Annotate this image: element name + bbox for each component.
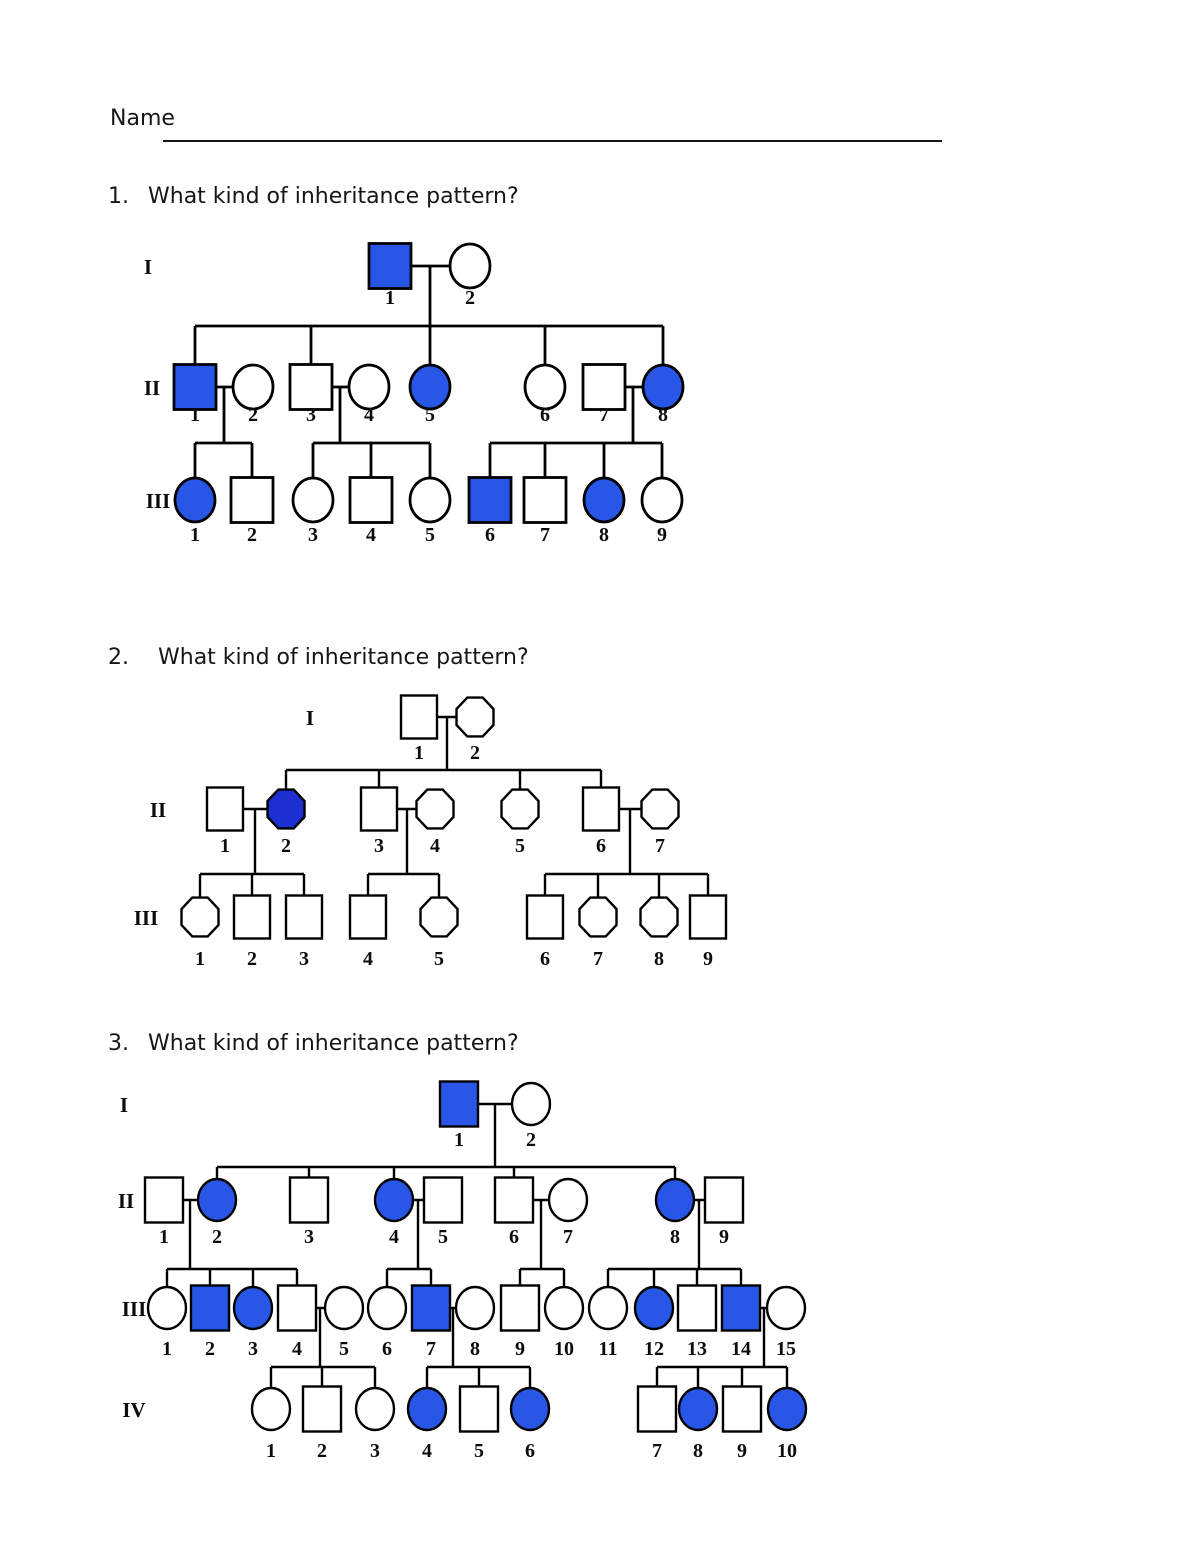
pedigree-3-I-2-number: 2 — [526, 1129, 536, 1151]
pedigree-2-II-3-number: 3 — [374, 835, 384, 857]
pedigree-2-III-2-number: 2 — [247, 948, 257, 970]
pedigree-1-generation-I-label: I — [143, 255, 153, 279]
pedigree-3-II-1-symbol — [145, 1178, 183, 1223]
pedigree-2-III-7-symbol — [580, 898, 617, 937]
pedigree-3-III-15-number: 15 — [776, 1338, 796, 1360]
pedigree-3-IV-8-symbol — [679, 1388, 717, 1430]
pedigree-3-III-13-symbol — [678, 1286, 716, 1331]
pedigree-3-generation-IV-label: IV — [122, 1398, 146, 1422]
pedigree-2-II-5-symbol — [502, 790, 539, 829]
pedigree-1-III-9-number: 9 — [657, 524, 667, 546]
pedigree-3-IV-2-number: 2 — [317, 1440, 327, 1462]
pedigree-1-III-5-symbol — [410, 478, 450, 522]
pedigree-1-III-7-symbol — [524, 478, 566, 523]
pedigree-1-III-6-symbol — [469, 478, 511, 523]
pedigree-2-II-3-symbol — [361, 788, 397, 831]
pedigree-3-II-8-number: 8 — [670, 1226, 680, 1248]
pedigree-3-IV-10-number: 10 — [777, 1440, 797, 1462]
pedigree-2-II-6-symbol — [583, 788, 619, 831]
pedigree-1-III-4-symbol — [350, 478, 392, 523]
pedigree-1-II-4-number: 4 — [364, 404, 374, 426]
pedigree-3-IV-5-number: 5 — [474, 1440, 484, 1462]
pedigree-2 — [134, 696, 726, 971]
pedigree-1-II-6-symbol — [525, 365, 565, 409]
pedigree-1-III-3-symbol — [293, 478, 333, 522]
pedigree-3-IV-5-symbol — [460, 1387, 498, 1432]
pedigree-2-III-8-number: 8 — [654, 948, 664, 970]
pedigree-3-III-10-symbol — [545, 1287, 583, 1329]
pedigree-1-III-3-number: 3 — [308, 524, 318, 546]
pedigree-1-III-2-number: 2 — [247, 524, 257, 546]
pedigree-3-II-4-symbol — [375, 1179, 413, 1221]
pedigree-3-II-6-symbol — [495, 1178, 533, 1223]
pedigree-2-III-8-symbol — [641, 898, 678, 937]
pedigree-3-II-9-symbol — [705, 1178, 743, 1223]
pedigree-2-II-5-number: 5 — [515, 835, 525, 857]
pedigree-1-II-7-symbol — [583, 365, 625, 410]
pedigree-3-III-6-number: 6 — [382, 1338, 392, 1360]
pedigree-2-III-3-symbol — [286, 896, 322, 939]
pedigree-1-III-9-symbol — [642, 478, 682, 522]
pedigree-2-II-6-number: 6 — [596, 835, 606, 857]
pedigree-1-II-2-symbol — [233, 365, 273, 409]
pedigree-1 — [144, 244, 683, 547]
pedigree-3-generation-III-label: III — [121, 1297, 147, 1321]
pedigree-1-II-3-number: 3 — [306, 404, 316, 426]
pedigree-3-III-5-number: 5 — [339, 1338, 349, 1360]
pedigree-1-III-8-number: 8 — [599, 524, 609, 546]
pedigree-1-II-6-number: 6 — [540, 404, 550, 426]
pedigree-3-III-11-symbol — [589, 1287, 627, 1329]
pedigree-3-III-6-symbol — [368, 1287, 406, 1329]
pedigree-3-IV-7-number: 7 — [652, 1440, 662, 1462]
question-1-text: What kind of inheritance pattern? — [148, 184, 519, 209]
pedigree-3-III-12-number: 12 — [644, 1338, 664, 1360]
pedigree-1-III-8-symbol — [584, 478, 624, 522]
pedigree-3-III-8-number: 8 — [470, 1338, 480, 1360]
pedigree-3-IV-10-symbol — [768, 1388, 806, 1430]
pedigree-3-III-15-symbol — [767, 1287, 805, 1329]
pedigree-3-generation-I-label: I — [119, 1093, 129, 1117]
pedigree-3-III-5-symbol — [325, 1287, 363, 1329]
pedigree-3-III-3-symbol — [234, 1287, 272, 1329]
pedigree-3-II-7-symbol — [549, 1179, 587, 1221]
pedigree-1-III-7-number: 7 — [540, 524, 550, 546]
pedigree-2-II-7-symbol — [642, 790, 679, 829]
pedigree-3-I-1-symbol — [440, 1082, 478, 1127]
pedigree-3-III-1-symbol — [148, 1287, 186, 1329]
pedigree-1-I-2-symbol — [450, 244, 490, 288]
pedigree-3-I-1-number: 1 — [454, 1129, 464, 1151]
pedigree-1-II-8-number: 8 — [658, 404, 668, 426]
pedigree-1-generation-II-label: II — [143, 376, 161, 400]
pedigree-3-II-2-number: 2 — [212, 1226, 222, 1248]
pedigree-1-II-1-number: 1 — [190, 404, 200, 426]
pedigree-2-III-1-number: 1 — [195, 948, 205, 970]
pedigree-1-III-5-number: 5 — [425, 524, 435, 546]
pedigree-1-II-5-symbol — [410, 365, 450, 409]
pedigree-2-III-5-symbol — [421, 898, 458, 937]
pedigree-2-II-1-number: 1 — [220, 835, 230, 857]
pedigree-1-III-1-symbol — [175, 478, 215, 522]
pedigree-3-II-5-number: 5 — [438, 1226, 448, 1248]
pedigree-3-IV-6-number: 6 — [525, 1440, 535, 1462]
pedigree-3-IV-3-number: 3 — [370, 1440, 380, 1462]
pedigree-3-II-1-number: 1 — [159, 1226, 169, 1248]
pedigree-2-III-2-symbol — [234, 896, 270, 939]
pedigree-3-II-9-number: 9 — [719, 1226, 729, 1248]
pedigree-3-IV-8-number: 8 — [693, 1440, 703, 1462]
pedigree-3-III-2-number: 2 — [205, 1338, 215, 1360]
pedigree-1-I-2-number: 2 — [465, 287, 475, 309]
pedigree-3-II-4-number: 4 — [389, 1226, 399, 1248]
pedigree-2-III-9-symbol — [690, 896, 726, 939]
pedigree-3-II-3-number: 3 — [304, 1226, 314, 1248]
pedigree-3-IV-9-number: 9 — [737, 1440, 747, 1462]
pedigree-3-III-2-symbol — [191, 1286, 229, 1331]
pedigree-3-II-8-symbol — [656, 1179, 694, 1221]
pedigree-2-III-6-number: 6 — [540, 948, 550, 970]
question-3-text: What kind of inheritance pattern? — [148, 1031, 519, 1056]
pedigree-3-III-11-number: 11 — [598, 1338, 618, 1360]
pedigree-3-IV-9-symbol — [723, 1387, 761, 1432]
pedigree-3-I-2-symbol — [512, 1083, 550, 1125]
question-2-text: What kind of inheritance pattern? — [158, 645, 529, 670]
pedigree-2-III-5-number: 5 — [434, 948, 444, 970]
pedigree-2-I-1-number: 1 — [414, 742, 424, 764]
pedigree-2-II-4-number: 4 — [430, 835, 440, 857]
question-1-number: 1. — [108, 184, 129, 209]
pedigree-3-II-6-number: 6 — [509, 1226, 519, 1248]
pedigree-2-II-1-symbol — [207, 788, 243, 831]
pedigree-2-I-2-number: 2 — [470, 742, 480, 764]
pedigree-1-I-1-number: 1 — [385, 287, 395, 309]
pedigree-2-III-3-number: 3 — [299, 948, 309, 970]
pedigree-2-III-1-symbol — [182, 898, 219, 937]
pedigree-1-II-5-number: 5 — [425, 404, 435, 426]
pedigree-3-III-9-symbol — [501, 1286, 539, 1331]
question-2-number: 2. — [108, 645, 129, 670]
pedigree-3-III-4-symbol — [278, 1286, 316, 1331]
pedigree-3-III-1-number: 1 — [162, 1338, 172, 1360]
pedigree-1-III-6-number: 6 — [485, 524, 495, 546]
pedigree-2-III-4-number: 4 — [363, 948, 373, 970]
pedigree-2-generation-III-label: III — [133, 906, 159, 930]
pedigree-1-II-2-number: 2 — [248, 404, 258, 426]
pedigree-2-III-4-symbol — [350, 896, 386, 939]
pedigree-3-IV-4-symbol — [408, 1388, 446, 1430]
pedigree-2-III-6-symbol — [527, 896, 563, 939]
pedigree-2-II-4-symbol — [417, 790, 454, 829]
pedigree-3-IV-1-number: 1 — [266, 1440, 276, 1462]
pedigree-1-II-4-symbol — [349, 365, 389, 409]
pedigree-1-III-4-number: 4 — [366, 524, 376, 546]
pedigree-3-III-9-number: 9 — [515, 1338, 525, 1360]
pedigree-3-IV-3-symbol — [356, 1388, 394, 1430]
pedigree-3-III-12-symbol — [635, 1287, 673, 1329]
pedigree-3-II-7-number: 7 — [563, 1226, 573, 1248]
pedigree-3-generation-II-label: II — [117, 1189, 135, 1213]
pedigree-3-III-7-number: 7 — [426, 1338, 436, 1360]
pedigree-2-generation-II-label: II — [149, 798, 167, 822]
pedigree-1-II-8-symbol — [643, 365, 683, 409]
pedigree-2-I-1-symbol — [401, 696, 437, 739]
pedigree-1-generation-III-label: III — [145, 489, 171, 513]
name-label: Name — [110, 106, 175, 131]
pedigree-3-III-14-symbol — [722, 1286, 760, 1331]
pedigree-3-IV-6-symbol — [511, 1388, 549, 1430]
pedigree-3-IV-4-number: 4 — [422, 1440, 432, 1462]
pedigree-3 — [118, 1082, 806, 1463]
pedigree-3-II-3-symbol — [290, 1178, 328, 1223]
pedigree-3-IV-2-symbol — [303, 1387, 341, 1432]
pedigree-3-IV-1-symbol — [252, 1388, 290, 1430]
pedigree-2-II-7-number: 7 — [655, 835, 665, 857]
pedigree-3-III-10-number: 10 — [554, 1338, 574, 1360]
pedigree-2-II-2-symbol — [268, 790, 305, 829]
pedigree-3-II-5-symbol — [424, 1178, 462, 1223]
pedigree-1-II-1-symbol — [174, 365, 216, 410]
pedigree-3-III-3-number: 3 — [248, 1338, 258, 1360]
question-3-number: 3. — [108, 1031, 129, 1056]
pedigree-1-I-1-symbol — [369, 244, 411, 289]
pedigree-3-III-14-number: 14 — [731, 1338, 751, 1360]
pedigree-1-III-1-number: 1 — [190, 524, 200, 546]
pedigree-1-II-3-symbol — [290, 365, 332, 410]
pedigree-3-connector-lines — [164, 1104, 787, 1409]
pedigree-2-I-2-symbol — [457, 698, 494, 737]
pedigree-2-III-7-number: 7 — [593, 948, 603, 970]
pedigree-1-II-7-number: 7 — [599, 404, 609, 426]
pedigree-1-III-2-symbol — [231, 478, 273, 523]
pedigree-3-III-13-number: 13 — [687, 1338, 707, 1360]
pedigree-3-III-4-number: 4 — [292, 1338, 302, 1360]
pedigree-3-III-7-symbol — [412, 1286, 450, 1331]
pedigree-3-II-2-symbol — [198, 1179, 236, 1221]
pedigree-2-generation-I-label: I — [305, 706, 315, 730]
pedigree-2-III-9-number: 9 — [703, 948, 713, 970]
pedigree-2-II-2-number: 2 — [281, 835, 291, 857]
pedigree-3-III-8-symbol — [456, 1287, 494, 1329]
pedigree-3-IV-7-symbol — [638, 1387, 676, 1432]
